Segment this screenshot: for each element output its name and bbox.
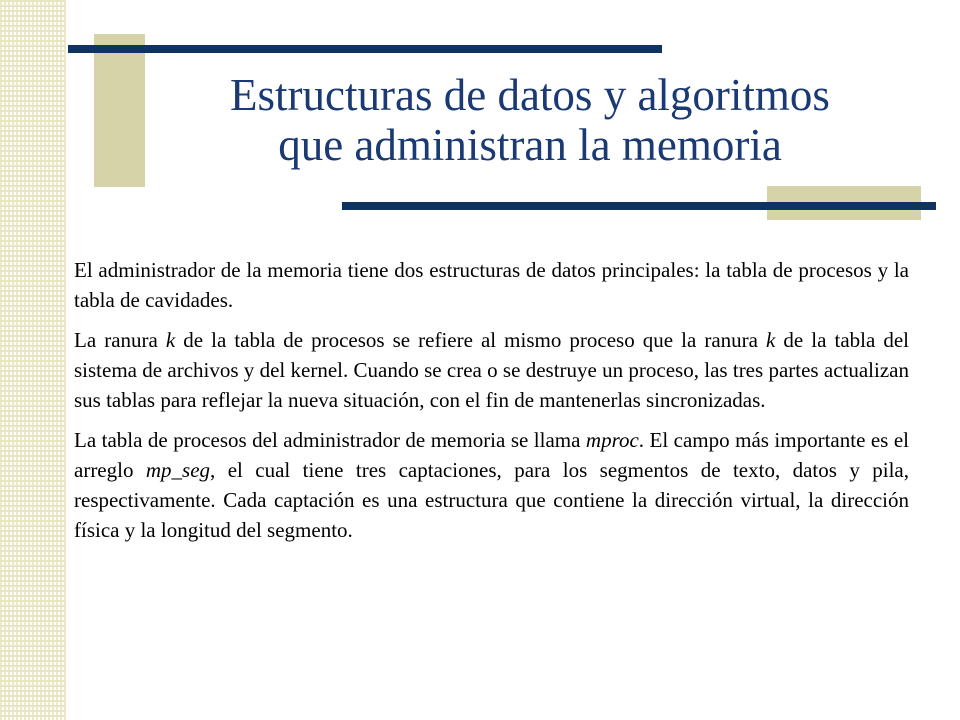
paragraph-3-text-a: La tabla de procesos del administrador de memoria se llama xyxy=(74,428,586,452)
paragraph-3 xyxy=(74,425,909,545)
paragraph-3-term-mproc: mproc xyxy=(585,428,639,452)
title-rule-top xyxy=(68,45,662,53)
slide-title-line-1: Estructuras de datos y algoritmos xyxy=(230,70,830,120)
paragraph-3-term-mp-seg: mp_seg xyxy=(145,458,211,482)
decorative-block-left xyxy=(94,34,145,187)
paragraph-2-var-k-1: k xyxy=(165,328,176,352)
paragraph-1: El administrador de la memoria tiene dos estructuras de datos principales: la tabla de procesos y la tabla de cavidades. xyxy=(74,258,909,312)
paragraph-3-text-c: , el cual tiene tres captaciones, para los segmentos de texto, datos y pila, respectivamente. Cada captación es una estructura que contiene la dirección virtual, la dirección física y la longitud del segmento. xyxy=(74,458,909,542)
decorative-side-stripes xyxy=(0,0,66,720)
paragraph-2-var-k-2: k xyxy=(766,328,776,352)
slide-title xyxy=(150,70,910,170)
slide-title-line-2: que administran la memoria xyxy=(278,120,782,170)
paragraph-2 xyxy=(74,325,909,415)
paragraph-2-text-b: de la tabla de procesos se refiere al mismo proceso que la ranura xyxy=(175,328,767,352)
paragraph-3-text-b: . El campo más importante es el arreglo xyxy=(74,428,909,482)
title-rule-bottom xyxy=(342,202,936,210)
paragraph-2-text-a: La ranura xyxy=(74,328,166,352)
slide-body xyxy=(74,255,909,555)
paragraph-2-text-c: de la tabla del sistema de archivos y del kernel. Cuando se crea o se destruye un proceso, las tres partes actualizan sus tablas para reflejar la nueva situación, con el fin de mantenerlas sincronizadas. xyxy=(74,328,910,412)
